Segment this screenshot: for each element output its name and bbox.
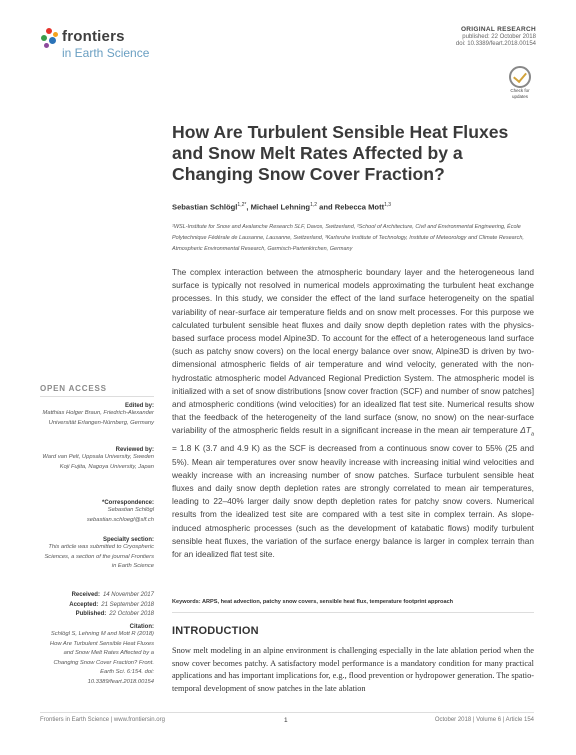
sidebar-divider xyxy=(40,396,154,397)
specialty-block xyxy=(40,537,154,572)
article-type: ORIGINAL RESEARCH xyxy=(460,26,536,33)
citation: Schlögl S, Lehning M and Mott R (2018) How Are Turbulent Sensible Heat Fluxes and Snow Melt Rates Affected by a Changing Snow Cover Fraction? Front. Earth Sci. 6:154. doi: 10.3389/feart.2018.00154 xyxy=(49,631,154,685)
abstract-part-1: The complex interaction between the atmospheric boundary layer and the heterogeneous land surface is typically not resolved in numerical models approximating the turbulent heat exchange processes. In this study, we consider the effect of the land surface heterogeneity on the spatial variability of near-surface air temperature fields and on snow melt processes. For this purpose we calculated turbulent sensible heat fluxes and daily snow depth depletion rates with the physics-based surface process model Alpine3D. To account for the effect of a heterogeneous land surface (such as patchy snow covers) on the local energy balance over snow, Alpine3D is driven by two-dimensional atmospheric fields of air temperature and wind velocity, generated with the non-hydrostatic atmospheric model Advanced Regional Prediction System. The atmospheric model is initialized with a set of snow distributions [snow cover fraction (SCF) and number of snow patches] and atmospheric conditions (wind velocities) for an idealized flat test site. Numerical results show that the feedback of the heterogeneity of the land surface (snow, no snow) on the near-surface variability of the atmospheric fields result in a significant increase in the mean air temperature xyxy=(172,267,534,436)
check-label-2: updates xyxy=(511,93,528,99)
accepted-date: 21 September 2018 xyxy=(101,601,154,608)
affiliations: ¹WSL-Institute for Snow and Avalanche Research SLF, Davos, Switzerland, ²School of Architecture, Civil and Environmental Engineering, École Polytechnique Fédérale de Lausanne, Lausanne, Switzerland, ³Karlsruhe Institute of Technology, Institute of Meteorology and Climate Research, Atmospheric Environmental Research, Garmisch-Partenkirchen, Germany xyxy=(172,224,524,252)
page-number: 1 xyxy=(284,717,288,724)
accepted-label: Accepted: xyxy=(69,601,99,608)
author-list xyxy=(172,202,532,212)
reviewer-1: Ward van Pelt, Uppsala University, Sweden xyxy=(42,454,154,460)
logo-journal-name: in Earth Science xyxy=(62,46,150,60)
footer-issue: October 2018 | Volume 6 | Article 154 xyxy=(434,717,534,723)
article-meta xyxy=(456,26,536,47)
history-block xyxy=(40,591,154,620)
footer-divider xyxy=(40,712,534,713)
published-label: Published: xyxy=(75,611,107,618)
abstract-part-2: = 1.8 K (3.7 and 4.9 K) as the SCF is decreased from a continuous snow cover to 55% (25 and 5%). Mean air temperatures over snow heavily increase with increasing initial wind velocities and weakly increase with an increasing number of snow patches. Surface turbulent sensible heat fluxes and daily snow depth depletion rates are strongly correlated to mean air temperatures, leading to 22–40% larger daily snow depth depletion rates for patchy snow covers. Numerical results from the idealized test site are compared with a test site in complex terrain. As slope-induced atmospheric processes (such as the development of katabatic flows) modify turbulent sensible heat fluxes, the variation of the surface energy balance is larger in complex terrain than for an idealized flat test site. xyxy=(172,443,534,559)
published-date: published: 22 October 2018 xyxy=(462,34,536,40)
footer-journal[interactable]: Frontiers in Earth Science | www.frontiersin.org xyxy=(40,717,165,723)
reviewed-by-block xyxy=(40,447,154,472)
author-3[interactable]: Rebecca Mott xyxy=(334,202,385,212)
logo-mark-icon xyxy=(40,28,60,50)
reviewed-by-label: Reviewed by: xyxy=(115,447,154,453)
keywords: Keywords: ARPS, heat advection, patchy snow covers, sensible heat flux, temperature footprint approach xyxy=(172,599,454,605)
received-label: Received: xyxy=(71,592,100,598)
author-2[interactable]: Michael Lehning xyxy=(250,202,311,212)
citation-block xyxy=(40,624,154,688)
intro-heading: INTRODUCTION xyxy=(172,625,259,637)
correspondence-label: *Correspondence: xyxy=(101,500,154,506)
author-sep-2: and xyxy=(317,202,335,212)
citation-label: Citation: xyxy=(129,624,154,630)
check-label-1: Check for xyxy=(510,88,530,93)
open-access-label: OPEN ACCESS xyxy=(40,384,107,393)
math-sub: a xyxy=(530,432,534,439)
author-1[interactable]: Sebastian Schlögl xyxy=(172,202,238,212)
check-for-updates-button[interactable] xyxy=(506,66,534,106)
edited-by-block xyxy=(40,403,154,428)
correspondence-block xyxy=(40,500,154,525)
keywords-divider xyxy=(172,612,534,613)
reviewer-2: Koji Fujita, Nagoya University, Japan xyxy=(59,463,154,470)
intro-paragraph: Snow melt modeling in an alpine environment is challenging especially in the late ablation period when the snow cover becomes patchy. A satisfactory model performance is a mandatory condition for many practical applications and has important implications for, e.g., flood prevention or hydropower generation. The spatio-temporal development of snow patches in the late ablation xyxy=(172,646,534,693)
author-2-sup: 1,2 xyxy=(310,202,318,208)
logo-wordmark: frontiers xyxy=(62,28,125,45)
published-date-side: 22 October 2018 xyxy=(109,611,154,618)
abstract xyxy=(172,266,534,561)
check-updates-icon xyxy=(509,66,531,88)
article-title: How Are Turbulent Sensible Heat Fluxes and Snow Melt Rates Affected by a Changing Snow Cover Fraction? xyxy=(172,122,509,184)
author-sep-1: , xyxy=(246,202,251,212)
abstract-math xyxy=(520,425,534,439)
doi-link[interactable]: doi: 10.3389/feart.2018.00154 xyxy=(455,41,536,47)
author-3-sup: 1,3 xyxy=(384,202,392,208)
math-delta: ΔT xyxy=(520,425,531,436)
correspondence[interactable]: Sebastian Schlögl sebastian.schloegl@slf.ch xyxy=(86,507,154,523)
author-1-sup: 1,2* xyxy=(237,202,247,208)
specialty-label: Specialty section: xyxy=(102,537,154,543)
received-date: 14 November 2017 xyxy=(102,592,154,598)
edited-by-label: Edited by: xyxy=(124,403,154,409)
specialty: This article was submitted to Cryospheric Sciences, a section of the journal Frontiers in Earth Science xyxy=(44,544,154,570)
journal-logo[interactable] xyxy=(40,26,190,60)
edited-by: Matthias Holger Braun, Friedrich-Alexander Universität Erlangen-Nürnberg, Germany xyxy=(42,410,154,426)
